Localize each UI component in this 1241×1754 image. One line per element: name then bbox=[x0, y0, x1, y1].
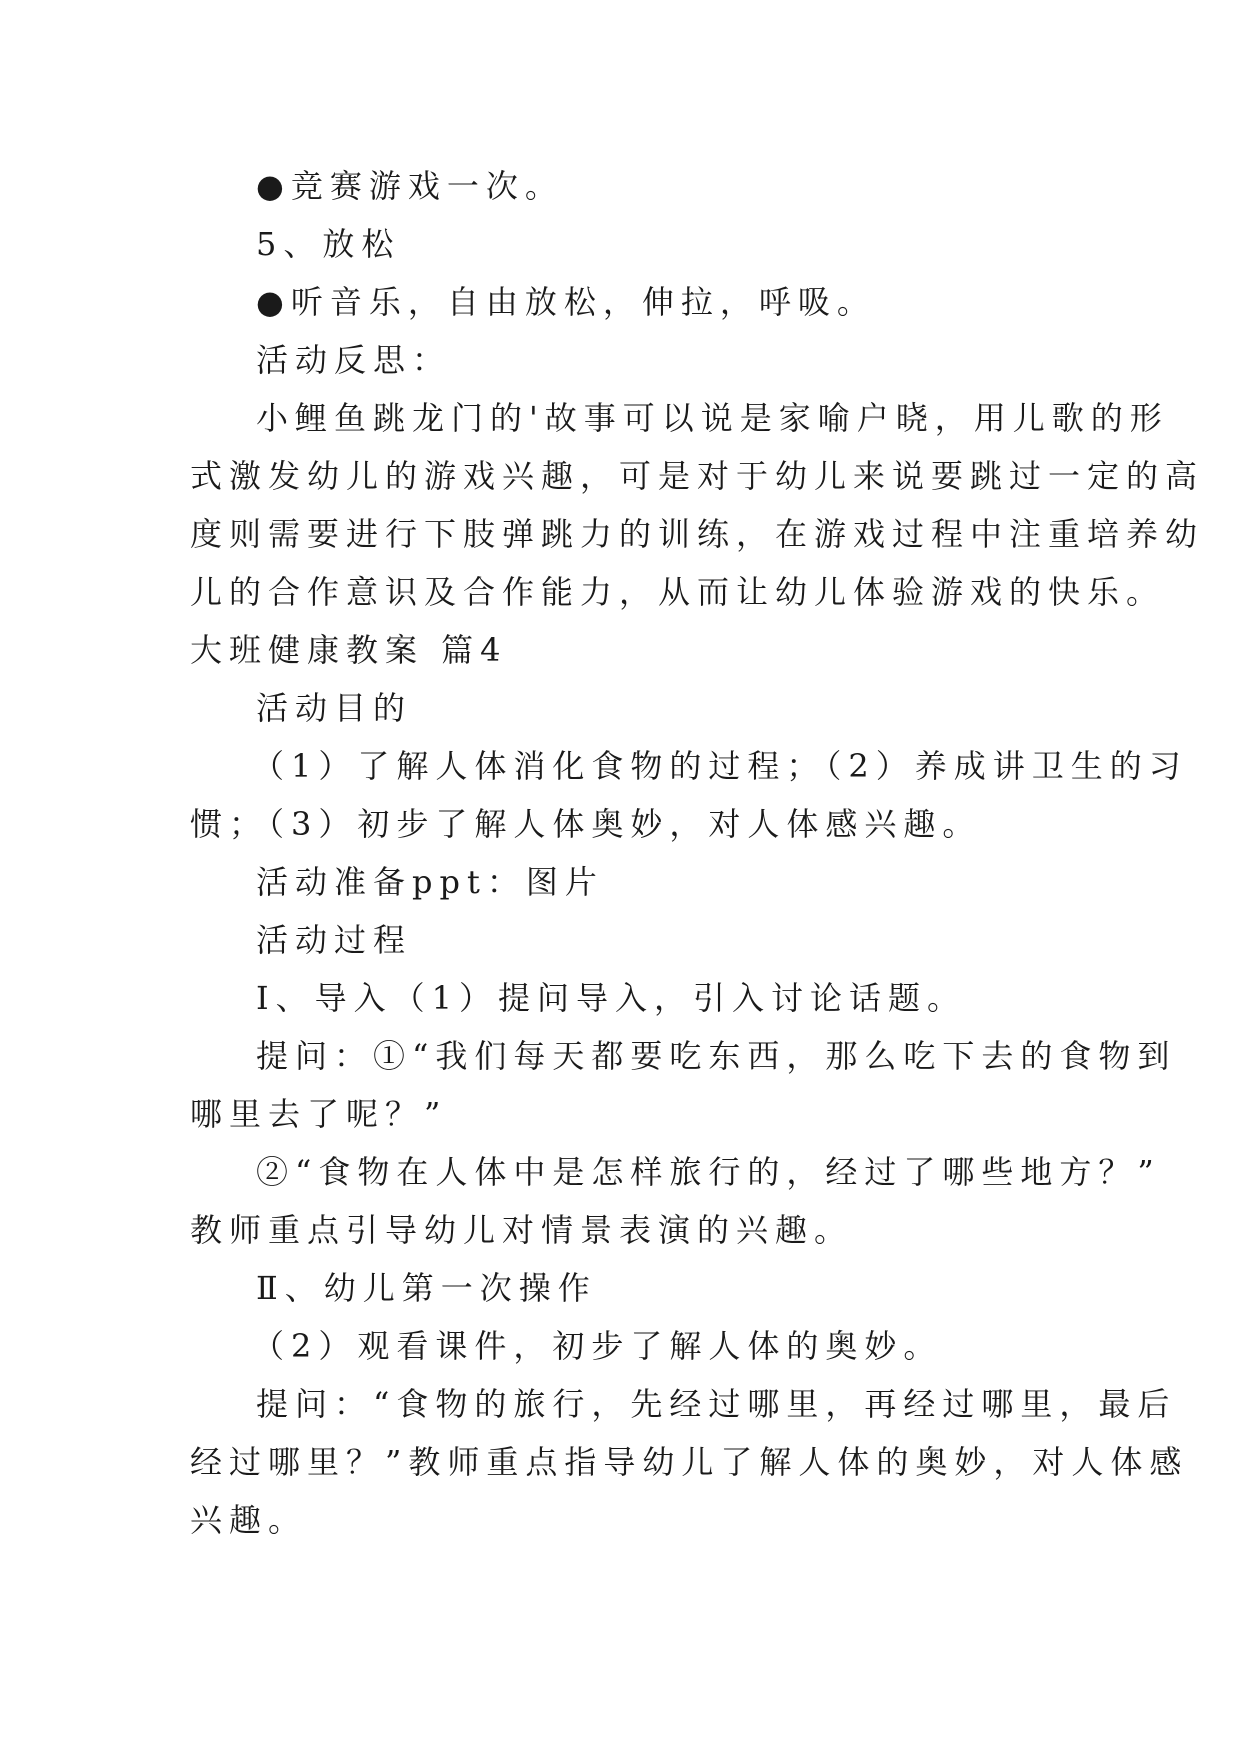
question-three-line-2: 经过哪里？”教师重点指导幼儿了解人体的奥妙，对人体感 bbox=[190, 1443, 1189, 1481]
bullet-relax-music: ●听音乐，自由放松，伸拉，呼吸。 bbox=[256, 283, 876, 321]
question-one-line-2: 哪里去了呢？” bbox=[190, 1095, 448, 1133]
question-one-line-1: 提问：①“我们每天都要吃东西，那么吃下去的食物到 bbox=[256, 1037, 1177, 1075]
reflection-paragraph-line-2: 式激发幼儿的游戏兴趣，可是对于幼儿来说要跳过一定的高 bbox=[190, 457, 1205, 495]
activity-process-heading: 活动过程 bbox=[256, 921, 413, 959]
reflection-paragraph-line-4: 儿的合作意识及合作能力，从而让幼儿体验游戏的快乐。 bbox=[190, 573, 1166, 611]
activity-purpose-line-2: 惯；（3）初步了解人体奥妙，对人体感兴趣。 bbox=[190, 805, 982, 843]
activity-purpose-heading: 活动目的 bbox=[256, 689, 413, 727]
activity-purpose-line-1: （1）了解人体消化食物的过程；（2）养成讲卫生的习 bbox=[252, 747, 1188, 785]
question-two: ②“食物在人体中是怎样旅行的，经过了哪些地方？” bbox=[256, 1153, 1161, 1191]
reflection-paragraph-line-1: 小鲤鱼跳龙门的'故事可以说是家喻户晓，用儿歌的形 bbox=[256, 399, 1169, 437]
step-relax-heading: 5、放松 bbox=[256, 225, 401, 263]
activity-preparation: 活动准备ppt：图片 bbox=[256, 863, 604, 901]
teacher-guidance-one: 教师重点引导幼儿对情景表演的兴趣。 bbox=[190, 1211, 854, 1249]
introduction-step: Ⅰ、导入（1）提问导入，引入讨论话题。 bbox=[256, 979, 967, 1017]
first-operation-step: Ⅱ、幼儿第一次操作 bbox=[256, 1269, 597, 1307]
watch-courseware-step: （2）观看课件，初步了解人体的奥妙。 bbox=[252, 1327, 943, 1365]
question-three-line-3: 兴趣。 bbox=[190, 1501, 308, 1539]
lesson-plan-title: 大班健康教案 篇4 bbox=[190, 631, 508, 669]
reflection-paragraph-line-3: 度则需要进行下肢弹跳力的训练，在游戏过程中注重培养幼 bbox=[190, 515, 1205, 553]
question-three-line-1: 提问：“食物的旅行，先经过哪里，再经过哪里，最后 bbox=[256, 1385, 1177, 1423]
bullet-competition-game: ●竞赛游戏一次。 bbox=[256, 167, 564, 205]
reflection-heading: 活动反思： bbox=[256, 341, 452, 379]
